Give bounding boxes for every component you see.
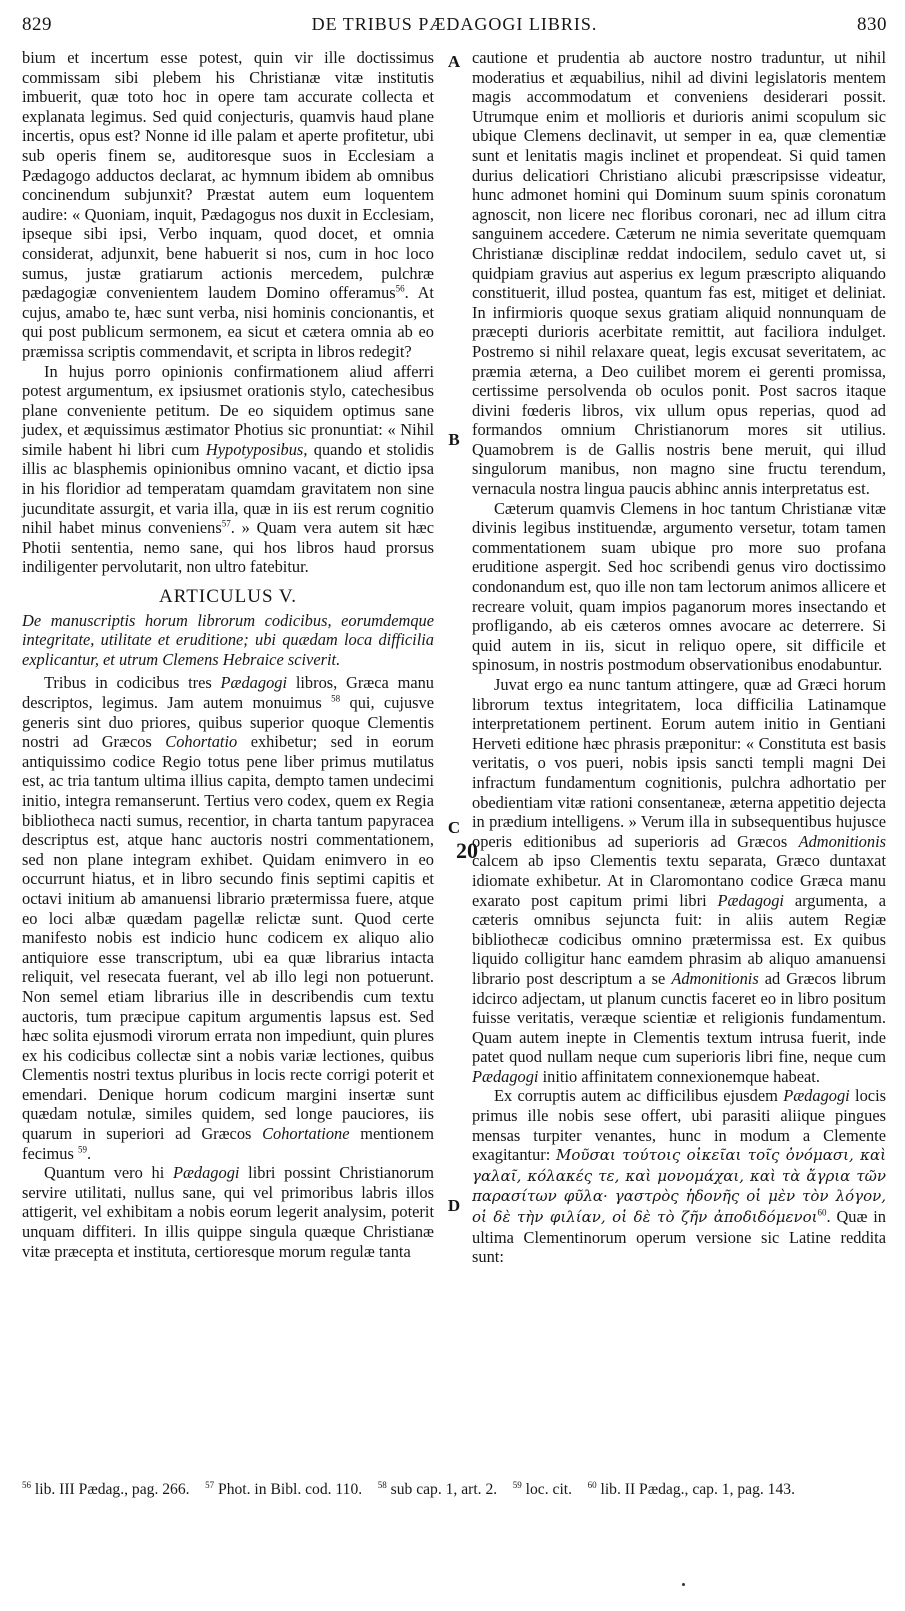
margin-letter-c: C bbox=[447, 818, 461, 837]
page-number-left: 829 bbox=[22, 14, 52, 35]
footnote-ref: 56 bbox=[395, 283, 405, 294]
footnote-58: sub cap. 1, art. 2. bbox=[390, 1481, 498, 1498]
paragraph: In hujus porro opinionis confirmationem aliud afferri potest argumentum, ex ipsiusmet orationis stylo, catechesibus plane conveniente petitum. De eo siquidem optimus sane judex, et æquissimus æstimator Photius sic pronuntiat: « Nihil simile habent hi libri cum Hypotyposibus, quando et stolidis illis ac blasphemis opinionibus omnino vacant, et dictio ipsa in his floridior ad temperatam quamdam gravitatem non sine jucunditate assurgit, et varia illa, quæ in iis est rerum cognitio nihil habet minus conveniens$^{57}$. » Quam vera autem sit hæc Photii sententia, nemo sane, qui hos libros haud prorsus indiligenter pervolutarit, non ultro fatebitur. bbox=[22, 361, 434, 577]
running-header bbox=[22, 14, 887, 40]
margin-letter-b: B bbox=[448, 430, 460, 449]
greek-quotation: Μοῦσαι τούτοις οἰκεῖαι τοῖς ὀνόμασι, καὶ γαλαῖ, κόλακές τε, καὶ μονομάχαι, καὶ τὰ ἄγρια τῶν παρασίτων φῦλα· γαστρὸς ἡδονῆς οἱ μὲν τὸν λόγον, οἱ δὲ τὴν φιλίαν, οἱ δὲ τὸ ζῆν ἀποδιδόμενοι bbox=[472, 1146, 886, 1227]
paragraph: cautione et prudentia ab auctore nostro traduntur, ut nihil moderatius et æquabilius, nihil ad divini legislatoris mentem magis accommodatum et conveniens desiderari possit. Utrumque enim et mollioris et durioris animi scopulum sic ubique Clemens declinavit, ut semper in ea, quæ clementiæ sunt et lenitatis magis inclinet et propendeat. Si quid tamen durius delicatiori Christiano alicubi præscripsisse videatur, hunc admonet homini qui Dominum suum spinis coronatum agnoscit, non licere nec floribus coronari, nec ad illum citra sanguinem accedere. Cæterum ne nimia severitate quemquam Christianæ disciplinæ reddat indocilem, sedulo cavet ut, si quidpiam gravius aut asperius ex legum præscripto aliquando constituerit, illud postea, quantum fas est, mitiget et deliniat. In infirmioris quoque sexus gratiam aliquid nonnunquam de præcepti durioris acerbitate remittit, aut faciliora indulget. Postremo si nihil relaxare queat, legis excusat severitatem, ac præmia æterna, a Deo cuilibet morem ei gerenti promissa, certissime persolvenda ob oculos ponit. Post sacros itaque divini fœderis libros, vix ullum opus reperias, quod ad formandos omnium Christianorum mores sit utilius. Quamobrem is de Gallis nostris bene meruit, qui illud singulorum manibus, non magno sine fructu terendum, vernacula nostra lingua paucis abhinc annis interpretatus est. bbox=[472, 48, 886, 499]
footnote-59: loc. cit. bbox=[525, 1481, 573, 1498]
margin-letter-d: D bbox=[447, 1196, 461, 1215]
stray-mark bbox=[682, 1583, 685, 1586]
footnote-ref: 57 bbox=[221, 518, 231, 529]
paragraph: Cæterum quamvis Clemens in hoc tantum Christianæ vitæ divinis legibus instituendæ, argumento versetur, totam tamen commentationem suam ubique pro more suo profana eruditione aspergit. Sed hoc scribendi genus viro doctissimo condonandum est, quo ille non tam lectorum animos allicere et recreare voluit, quam impios paganorum mores insectando et profligando, ab eis cæteros omnes avocare ac deterrere. Si quid autem in iis, sicut in reliquo opere, sit difficile et spinosum, in nostris postmodum observationibus enodabuntur. bbox=[472, 498, 886, 675]
article-heading: ARTICULUS V. bbox=[159, 586, 297, 608]
page-number-right: 830 bbox=[857, 14, 887, 35]
paragraph: Juvat ergo ea nunc tantum attingere, quæ ad Græci horum librorum textus integritatem, loca difficilia Latinamque interpretationem pertinent. Eorum autem initio in Gentiani Herveti editione hæc phrasis præponitur: « Constituta est basis veritatis, o vos pueri, nobis ipsis sancti templi magni Dei infractum fundamentum cognitionis, pulchra adhortatio per obedientiam vitæ rationi consentaneæ, æterna appetitio dejecta in prædium intelligens. » Verum illa in subsequentibus hujusce operis editionibus ad superioris ad Græcos Admonitionis calcem ab ipso Clementis textu separata, Græco duntaxat idiomate exhibetur. At in Claromontano codice Græca manu exarato post capitum primi libri Pædagogi argumenta, a cæteris omnibus sejuncta fuit: in aliis autem Regiæ bibliothecæ codicibus omnino prætermissa est. Ex quibus liquido colligitur hanc eamdem phrasim ab aliquo amanuensi librario post descriptum a se Admonitionis ad Græcos librum idcirco adjectam, ut planum cunctis faceret eo in libro positum fuisse veritatis, veræque scientiæ et religionis fundamentum. Quam autem inepte in Clementis textum intrusa fuerit, inde patet quod nullam neque cum superioris libri fine, neque cum Pædagogi initio affinitatem connexionemque habeat. bbox=[472, 675, 886, 1086]
footnote-56: lib. III Pædag., pag. 266. bbox=[34, 1481, 190, 1498]
footnote-57: Phot. in Bibl. cod. 110. bbox=[218, 1481, 363, 1498]
footnote-ref: 59 bbox=[78, 1144, 87, 1155]
paragraph: Tribus in codicibus tres Pædagogi libros, Græca manu descriptos, legimus. Jam autem monuimus $^{58}$ qui, cujusve generis sint duo priores, quibus superior quoque Clementis nostri ad Græcos Cohortatio exhibetur; sed in eorum antiquissimo codice Regio totus pene liber primus mutilatus est, ac tria tantum ultima illius capita, dempto tamen undecimi initio, integra remanserunt. Tertius vero codex, quem ex Regia bibliotheca nacti sumus, recentior, in charta tantum papyracea descriptus est, atque hanc auctoris nostri commentationem, sed non plane integram exhibet. Quidam enimvero in eo occurrunt hiatus, et in libro secundo finis septimi capitis et octavi initium ab amanuensi librario prætermissa fuere, atque eo loci albæ quædam pagellæ relictæ sunt. Quod certe manifesto nobis est indicio hunc codicem ex aliquo alio antiquiore esse transcriptum, ubi ea quæ librarius intacta reliquit, vel resecata fuerant, vel ab illo legi non potuerunt. Non semel etiam librarius ille in describendis cum textu auctoris, tum præcipue capitum argumentis lapsus est. Sed hæc solita ejusmodi virorum errata non impediunt, quin plures ex his codicibus collectæ sint a nobis variæ lectiones, quibus Clementis nostri textus pluribus in locis recte corrigi poterit et emendari. Denique horum codicum margini insertæ sunt quædam notulæ, similes quidem, sed longe pauciores, iis quarum in superiori ad Græcos Cohortatione mentionem fecimus $^{59}$. bbox=[22, 673, 435, 1163]
running-title: DE TRIBUS PÆDAGOGI LIBRIS. bbox=[311, 14, 598, 34]
paragraph: Quantum vero hi Pædagogi libri possint Christianorum servire utilitati, nullus sane, qui vel primoribus labris illos attigerit, vel exhibitam a nobis eorum legerit analysim, poterit unquam diffiteri. In illis quippe singula quæque Christianæ vitæ præcepta et instituta, certioresque morum regulæ tanta bbox=[22, 1163, 434, 1261]
footnote-ref: 60 bbox=[817, 1207, 827, 1218]
section-number: 20 bbox=[456, 838, 478, 863]
left-column bbox=[22, 48, 434, 1261]
margin-letter-a: A bbox=[447, 52, 461, 71]
right-column bbox=[472, 48, 886, 1267]
paragraph: Ex corruptis autem ac difficilibus ejusdem Pædagogi locis primus ille nobis sese offert, ubi parasiti aliique pingues mensas turpiter venantes, hunc in modum a Clemente exagitantur: Μοῦσαι τούτοις οἰκεῖαι τοῖς ὀνόμασι, καὶ γαλαῖ, κόλακές τε, καὶ μονομάχαι, καὶ τὰ ἄγρια τῶν παρασίτων φῦλα· γαστρὸς ἡδονῆς οἱ μὲν τὸν λόγον, οἱ δὲ τὴν φιλίαν, οἱ δὲ τὸ ζῆν ἀποδιδόμενοι$^{60}$. Quæ in ultima Clementinorum operum versione sic Latine reddita sunt: bbox=[472, 1086, 887, 1267]
article-subtitle: De manuscriptis horum librorum codicibus, eorumdemque integritate, utilitate et eruditione; ubi quædam loca difficilia explicantur, et utrum Clemens Hebraice sciverit. bbox=[22, 610, 434, 669]
footnotes: $^{56}$ lib. III Pædag., pag. 266. $^{57}$ Phot. in Bibl. cod. 110. $^{58}$ sub cap. 1, art. 2. $^{59}$ loc. cit. $^{60}$ lib. II Pædag., cap. 1, pag. 143. bbox=[22, 1479, 795, 1498]
paragraph: bium et incertum esse potest, quin vir ille doctissimus commissam sibi plebem his Christianæ vitæ institutis imbuerit, quæ toto hoc in opere tam accurate collecta et explanata legimus. Sed quid conjecturis, quamvis haud plane incertis, opus est? Nonne id ille palam et aperte profitetur, ubi sub operis finem se, auditoresque suos in Ecclesiam a Pædagogo adductos declarat, ac hymnum ibidem ab omnibus concinendum subjunxit? Præstat autem eum loquentem audire: « Quoniam, inquit, Pædagogus nos duxit in Ecclesiam, ipseque sibi ipsi, Verbo inquam, quod docet, et omnia considerat, adjunxit, bene habuerit si nos, cum in hoc loco sumus, justæ gratiarum actionis mercedem, pulchræ pædagogiæ convenientem laudem Domino offeramus$^{56}$. At cujus, amabo te, hæc sunt verba, nisi hominis concionantis, et qui post publicum sermonem, ea sicut et cætera omnia ab eo præmissa scriptis commendavit, et scripta in libros redegit? bbox=[22, 48, 434, 361]
footnote-60: lib. II Pædag., cap. 1, pag. 143. bbox=[600, 1481, 795, 1498]
footnote-ref: 58 bbox=[331, 693, 341, 704]
